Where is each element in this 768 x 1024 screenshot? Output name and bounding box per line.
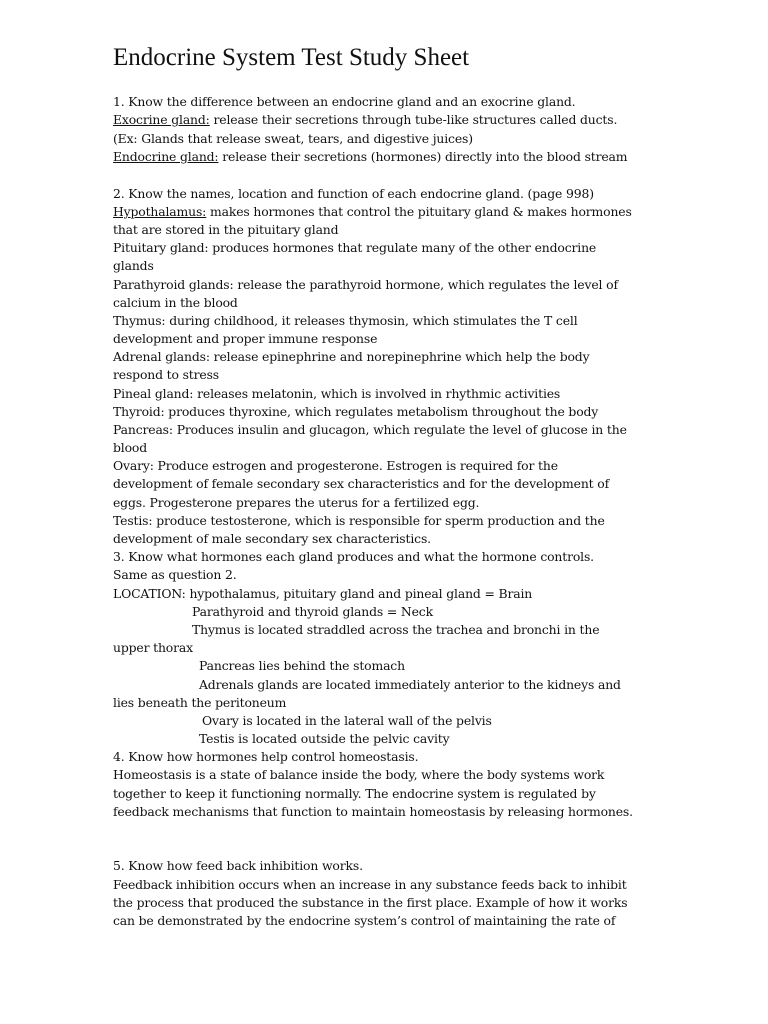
text-line: Adrenal glands: release epinephrine and norepinephrine which help the body: [113, 349, 590, 364]
text-line: Homeostasis is a state of balance inside the body, where the body systems work: [113, 767, 605, 782]
exocrine-term: Exocrine gland:: [113, 112, 210, 127]
text-line: eggs. Progesterone prepares the uterus for a fertilized egg.: [113, 495, 480, 510]
endocrine-definition: [113, 149, 627, 165]
hypothalamus-text: makes hormones that control the pituitary gland & makes hormones: [206, 204, 632, 219]
text-line: development and proper immune response: [113, 331, 378, 346]
text-line: Thymus is located straddled across the trachea and bronchi in the: [192, 622, 600, 637]
question-4: 4. Know how hormones help control homeostasis.: [113, 749, 419, 764]
text-line: together to keep it functioning normally. The endocrine system is regulated by: [113, 786, 596, 801]
text-line: blood: [113, 440, 147, 455]
text-line: Ovary: Produce estrogen and progesterone. Estrogen is required for the: [113, 458, 558, 473]
question-2: 2. Know the names, location and function of each endocrine gland. (page 998): [113, 186, 594, 201]
endocrine-term: Endocrine gland:: [113, 149, 219, 164]
text-line: Thyroid: produces thyroxine, which regulates metabolism throughout the body: [113, 404, 599, 419]
text-line: Pancreas: Produces insulin and glucagon, which regulate the level of glucose in the: [113, 422, 627, 437]
hypothalamus-line: [113, 204, 632, 220]
question-3: 3. Know what hormones each gland produces and what the hormone controls.: [113, 549, 594, 564]
text-line: the process that produced the substance in the first place. Example of how it works: [113, 895, 628, 910]
text-line: respond to stress: [113, 367, 219, 382]
location-line: LOCATION: hypothalamus, pituitary gland and pineal gland = Brain: [113, 586, 533, 601]
exocrine-definition: [113, 112, 617, 128]
text-line: Parathyroid glands: release the parathyroid hormone, which regulates the level of: [113, 277, 618, 292]
text-line: can be demonstrated by the endocrine system’s control of maintaining the rate of: [113, 913, 616, 928]
text-line: Same as question 2.: [113, 567, 237, 582]
text-line: Testis is located outside the pelvic cavity: [199, 731, 450, 746]
text-line: Pineal gland: releases melatonin, which is involved in rhythmic activities: [113, 386, 561, 401]
hypothalamus-term: Hypothalamus:: [113, 204, 207, 219]
question-1: 1. Know the difference between an endocrine gland and an exocrine gland.: [113, 94, 576, 109]
text-line: Ovary is located in the lateral wall of the pelvis: [202, 713, 492, 728]
text-line: Pancreas lies behind the stomach: [199, 658, 405, 673]
endocrine-text: release their secretions (hormones) directly into the blood stream: [218, 149, 628, 164]
text-line: calcium in the blood: [113, 295, 238, 310]
exocrine-example: (Ex: Glands that release sweat, tears, and digestive juices): [113, 131, 473, 146]
text-line: Parathyroid and thyroid glands = Neck: [192, 604, 433, 619]
text-line: glands: [113, 258, 154, 273]
text-line: Pituitary gland: produces hormones that regulate many of the other endocrine: [113, 240, 597, 255]
text-line: Thymus: during childhood, it releases thymosin, which stimulates the T cell: [113, 313, 578, 328]
text-line: that are stored in the pituitary gland: [113, 222, 339, 237]
text-line: development of male secondary sex characteristics.: [113, 531, 431, 546]
text-line: feedback mechanisms that function to maintain homeostasis by releasing hormones.: [113, 804, 633, 819]
text-line: Testis: produce testosterone, which is responsible for sperm production and the: [113, 513, 605, 528]
text-line: Adrenals glands are located immediately anterior to the kidneys and: [199, 677, 621, 692]
text-line: lies beneath the peritoneum: [113, 695, 287, 710]
question-5: 5. Know how feed back inhibition works.: [113, 858, 363, 873]
text-line: upper thorax: [113, 640, 193, 655]
text-line: Feedback inhibition occurs when an increase in any substance feeds back to inhibit: [113, 877, 627, 892]
text-line: development of female secondary sex characteristics and for the development of: [113, 476, 610, 491]
page-title: Endocrine System Test Study Sheet: [113, 44, 470, 71]
exocrine-text: release their secretions through tube-like structures called ducts.: [209, 112, 618, 127]
